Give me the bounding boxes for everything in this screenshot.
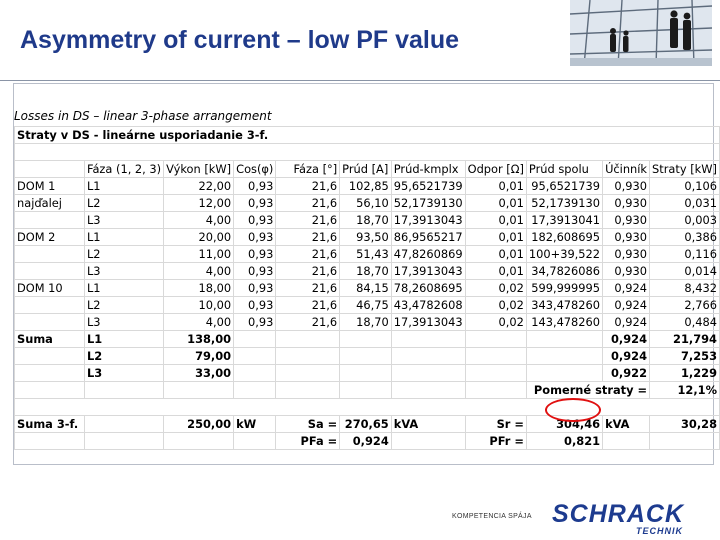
sr-label: Sr = [465,416,526,433]
header-cell: Straty [kW] [650,161,720,178]
empty-cell [234,365,276,382]
table-cell: 52,1739130 [391,195,465,212]
table-cell: 0,01 [465,263,526,280]
table-cell: L3 [84,263,163,280]
table-cell: 17,3913043 [391,314,465,331]
blank-cell [15,144,720,161]
suma-power-cell: 79,00 [164,348,234,365]
losses-table [14,126,720,450]
pfr-value: 0,821 [526,433,602,450]
suma-phase-cell: L1 [84,331,163,348]
table-cell: 100+39,522 [526,246,602,263]
table-cell: 0,924 [603,297,650,314]
empty-cell [391,433,465,450]
table-cell: 78,2608695 [391,280,465,297]
empty-cell [84,416,163,433]
suma-loss-cell: 1,229 [650,365,720,382]
table-cell: 93,50 [340,229,392,246]
table-cell: 51,43 [340,246,392,263]
table-cell: 22,00 [164,178,234,195]
header-cell: Fáza [°] [276,161,340,178]
empty-cell [164,382,234,399]
sa-unit: kVA [391,416,465,433]
empty-cell [84,433,163,450]
table-row [15,246,720,263]
table-cell [15,212,85,229]
suma-label-cell: Suma [15,331,85,348]
empty-cell [15,433,85,450]
empty-cell [276,382,340,399]
table-cell: 0,02 [465,297,526,314]
table-row [15,178,720,195]
table-cell: 0,93 [234,297,276,314]
table-cell: 0,93 [234,195,276,212]
suma-row [15,348,720,365]
table-cell: 86,9565217 [391,229,465,246]
sa-value: 270,65 [340,416,392,433]
subtitle-english: Losses in DS – linear 3-phase arrangement [14,109,272,123]
table-cell: 182,608695 [526,229,602,246]
suma-label-cell [15,348,85,365]
empty-cell [164,433,234,450]
header-cell: Prúd [A] [340,161,392,178]
empty-cell [391,365,465,382]
table-cell: 0,003 [650,212,720,229]
header-cell: Cos(φ) [234,161,276,178]
suma-phase-cell: L2 [84,348,163,365]
suma-3f-power: 250,00 [164,416,234,433]
table-cell: 52,1739130 [526,195,602,212]
table-cell: 47,8260869 [391,246,465,263]
table-cell: 17,3913043 [391,212,465,229]
empty-cell [465,382,526,399]
table-cell: 34,7826086 [526,263,602,280]
table-cell: 4,00 [164,212,234,229]
table-cell: 2,766 [650,297,720,314]
empty-cell [340,331,392,348]
table-cell [15,263,85,280]
table-cell: 0,93 [234,246,276,263]
table-cell: 0,924 [603,314,650,331]
suma-loss-cell: 7,253 [650,348,720,365]
empty-cell [340,365,392,382]
empty-cell [526,331,602,348]
table-cell: 21,6 [276,314,340,331]
table-cell: 143,478260 [526,314,602,331]
suma-3f-label: Suma 3-f. [15,416,85,433]
table-cell: 0,930 [603,263,650,280]
suma-row [15,365,720,382]
table-cell: 43,4782608 [391,297,465,314]
suma-3f-power-unit: kW [234,416,276,433]
table-cell [15,314,85,331]
table-cell: 0,930 [603,178,650,195]
table-cell: L1 [84,229,163,246]
relative-loss-label: Pomerné straty = [526,382,649,399]
table-cell: 17,3913041 [526,212,602,229]
empty-cell [391,348,465,365]
table-cell: 0,93 [234,178,276,195]
empty-cell [650,433,720,450]
suma-phase-cell: L3 [84,365,163,382]
title-divider [0,80,720,81]
table-cell: L1 [84,280,163,297]
table-cell: 21,6 [276,263,340,280]
table-cell: 0,01 [465,246,526,263]
table-cell: 599,999995 [526,280,602,297]
table-cell: L3 [84,212,163,229]
table-cell: L2 [84,246,163,263]
table-cell: 46,75 [340,297,392,314]
table-cell [15,246,85,263]
table-cell: 0,386 [650,229,720,246]
table-cell: 21,6 [276,297,340,314]
empty-cell [234,331,276,348]
table-cell: 102,85 [340,178,392,195]
table-cell: 0,93 [234,229,276,246]
table-cell: 0,02 [465,280,526,297]
table-cell: 11,00 [164,246,234,263]
header-cell: Výkon [kW] [164,161,234,178]
table-blank-row [15,144,720,161]
table-cell: L2 [84,195,163,212]
empty-cell [340,382,392,399]
table-cell: 0,01 [465,178,526,195]
header-cell: Prúd-kmplx [391,161,465,178]
table-cell: 0,924 [603,280,650,297]
table-row [15,297,720,314]
table-cell: najďalej [15,195,85,212]
suma-3f-loss: 30,28 [650,416,720,433]
header-photo-people [570,0,712,66]
empty-cell [465,365,526,382]
sheet-heading: Straty v DS - lineárne usporiadanie 3-f. [15,127,720,144]
table-cell: 18,70 [340,263,392,280]
table-cell: L1 [84,178,163,195]
table-cell: 56,10 [340,195,392,212]
empty-cell [276,331,340,348]
empty-cell [391,331,465,348]
sr-value: 304,46 [526,416,602,433]
table-cell: 95,6521739 [391,178,465,195]
empty-cell [526,365,602,382]
header-cell-empty [15,161,85,178]
header-cell: Fáza (1, 2, 3) [84,161,163,178]
table-cell: L3 [84,314,163,331]
relative-loss-value: 12,1% [650,382,720,399]
empty-cell [391,382,465,399]
table-cell: 84,15 [340,280,392,297]
table-row [15,280,720,297]
empty-cell [526,348,602,365]
table-cell: L2 [84,297,163,314]
table-row [15,314,720,331]
empty-cell [234,382,276,399]
table-cell: 0,93 [234,263,276,280]
table-cell: 0,930 [603,229,650,246]
table-cell: 0,01 [465,212,526,229]
table-cell: 20,00 [164,229,234,246]
table-cell: 17,3913043 [391,263,465,280]
suma-label-cell [15,365,85,382]
table-row [15,263,720,280]
empty-cell [234,348,276,365]
table-cell: 4,00 [164,314,234,331]
empty-cell [234,433,276,450]
empty-cell [465,348,526,365]
table-cell: 0,930 [603,246,650,263]
table-cell: 21,6 [276,178,340,195]
table-cell: 21,6 [276,229,340,246]
table-cell: 21,6 [276,212,340,229]
sa-label: Sa = [276,416,340,433]
table-cell: 21,6 [276,246,340,263]
brand-logo-subtext: TECHNIK [636,526,683,536]
header-cell: Účinník [603,161,650,178]
table-cell: 0,014 [650,263,720,280]
slide-title: Asymmetry of current – low PF value [20,26,460,54]
table-cell: 21,6 [276,280,340,297]
table-cell: 95,6521739 [526,178,602,195]
table-cell: 0,484 [650,314,720,331]
empty-cell [84,382,163,399]
header-cell: Odpor [Ω] [465,161,526,178]
blank-cell [15,399,720,416]
table-cell: 0,01 [465,229,526,246]
relative-loss-row [15,382,720,399]
sr-unit: kVA [603,416,650,433]
suma-pf-cell: 0,924 [603,331,650,348]
table-cell: 0,106 [650,178,720,195]
empty-cell [15,382,85,399]
table-cell: 21,6 [276,195,340,212]
table-cell: 0,930 [603,195,650,212]
brand-logo-text: SCHRACK [552,500,684,528]
suma-power-cell: 33,00 [164,365,234,382]
power-factor-row [15,433,720,450]
table-header-row [15,161,720,178]
empty-cell [276,348,340,365]
table-cell: DOM 10 [15,280,85,297]
table-cell: 18,70 [340,314,392,331]
suma-row [15,331,720,348]
table-cell: 0,930 [603,212,650,229]
table-cell: 0,02 [465,314,526,331]
suma-3f-row [15,416,720,433]
table-row [15,195,720,212]
header-cell: Prúd spolu [526,161,602,178]
suma-loss-cell: 21,794 [650,331,720,348]
suma-pf-cell: 0,924 [603,348,650,365]
empty-cell [340,348,392,365]
pfr-label: PFr = [465,433,526,450]
pfa-label: PFa = [276,433,340,450]
highlight-ellipse-pfr [545,398,601,422]
table-cell [15,297,85,314]
table-row [15,212,720,229]
table-heading-row [15,127,720,144]
pfa-value: 0,924 [340,433,392,450]
table-cell: 0,93 [234,212,276,229]
table-blank-row [15,399,720,416]
table-cell: 0,93 [234,314,276,331]
empty-cell [465,331,526,348]
table-row [15,229,720,246]
table-cell: 18,00 [164,280,234,297]
table-cell: 0,93 [234,280,276,297]
table-cell: 0,031 [650,195,720,212]
empty-cell [603,433,650,450]
suma-power-cell: 138,00 [164,331,234,348]
table-cell: DOM 1 [15,178,85,195]
suma-pf-cell: 0,922 [603,365,650,382]
table-cell: 18,70 [340,212,392,229]
brand-tagline: KOMPETENCIA SPÁJA [452,513,532,520]
table-cell: 8,432 [650,280,720,297]
table-cell: 12,00 [164,195,234,212]
table-cell: 0,01 [465,195,526,212]
table-cell: 4,00 [164,263,234,280]
table-cell: 343,478260 [526,297,602,314]
table-cell: 0,116 [650,246,720,263]
table-cell: 10,00 [164,297,234,314]
empty-cell [276,365,340,382]
table-cell: DOM 2 [15,229,85,246]
